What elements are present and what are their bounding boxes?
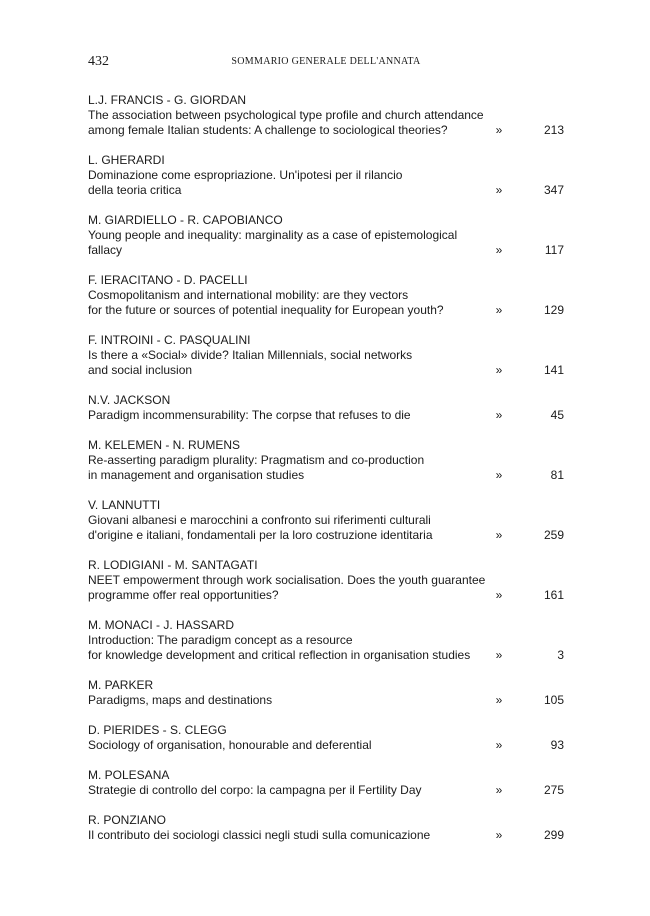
entry-page-number: 259 <box>543 528 564 542</box>
entry-authors: L. GHERARDI <box>88 153 165 167</box>
entry-title-line: for the future or sources of potential inequality for European youth? <box>88 303 444 317</box>
ditto-marker: » <box>495 828 503 842</box>
entry-authors: M. PARKER <box>88 678 154 692</box>
entry-title-line: programme offer real opportunities? <box>88 588 279 602</box>
ditto-marker: » <box>495 783 503 797</box>
ditto-marker: » <box>495 123 503 137</box>
ditto-marker: » <box>495 243 503 257</box>
entry-authors: N.V. JACKSON <box>88 393 171 407</box>
entry-title-line: for knowledge development and critical reflection in organisation studies <box>88 648 471 662</box>
entry-page-number: 105 <box>543 693 564 707</box>
ditto-marker: » <box>495 408 503 422</box>
entry-authors: M. GIARDIELLO - R. CAPOBIANCO <box>88 213 283 227</box>
entry-page-number: 213 <box>543 123 564 137</box>
ditto-marker: » <box>495 588 503 602</box>
entry-title-line: and social inclusion <box>88 363 193 377</box>
entry-page-number: 141 <box>543 363 564 377</box>
entry-title-line: Young people and inequality: marginality as a case of epistemological <box>88 228 458 242</box>
toc-entry <box>88 438 564 483</box>
toc-entry <box>88 813 564 843</box>
entry-authors: M. MONACI - J. HASSARD <box>88 618 235 632</box>
ditto-marker: » <box>495 183 503 197</box>
ditto-marker: » <box>495 738 503 752</box>
entry-title-line: Dominazione come espropriazione. Un'ipotesi per il rilancio <box>88 168 403 182</box>
toc-entry <box>88 153 564 198</box>
entry-authors: R. PONZIANO <box>88 813 167 827</box>
page-number: 432 <box>88 54 109 69</box>
ditto-marker: » <box>495 468 503 482</box>
entry-authors: F. IERACITANO - D. PACELLI <box>88 273 248 287</box>
entry-authors: M. POLESANA <box>88 768 170 782</box>
entry-title-line: Re-asserting paradigm plurality: Pragmatism and co-production <box>88 453 425 467</box>
entry-page-number: 117 <box>544 243 564 257</box>
entry-title-line: in management and organisation studies <box>88 468 305 482</box>
running-title: SOMMARIO GENERALE DELL'ANNATA <box>231 56 421 67</box>
entry-title-line: Is there a «Social» divide? Italian Millennials, social networks <box>88 348 413 362</box>
entry-page-number: 3 <box>557 648 564 662</box>
toc-entry <box>88 618 564 663</box>
entry-title-line: among female Italian students: A challenge to sociological theories? <box>88 123 448 137</box>
toc-entry <box>88 558 564 603</box>
ditto-marker: » <box>495 693 503 707</box>
entry-title-line: Giovani albanesi e marocchini a confronto sui riferimenti culturali <box>88 513 431 527</box>
entry-page-number: 299 <box>543 828 564 842</box>
entry-authors: M. KELEMEN - N. RUMENS <box>88 438 241 452</box>
entry-page-number: 129 <box>543 303 564 317</box>
entry-title-line: Cosmopolitanism and international mobility: are they vectors <box>88 288 409 302</box>
entry-page-number: 275 <box>543 783 564 797</box>
entry-page-number: 93 <box>550 738 564 752</box>
entry-authors: R. LODIGIANI - M. SANTAGATI <box>88 558 258 572</box>
toc-entry <box>88 768 564 798</box>
table-of-contents <box>88 93 564 858</box>
entry-title-line: d'origine e italiani, fondamentali per la loro costruzione identitaria <box>88 528 433 542</box>
entry-title-line: Introduction: The paradigm concept as a resource <box>88 633 353 647</box>
ditto-marker: » <box>495 648 503 662</box>
entry-authors: D. PIERIDES - S. CLEGG <box>88 723 227 737</box>
toc-entry <box>88 273 564 318</box>
entry-title-line: fallacy <box>88 243 123 257</box>
entry-title-line: Strategie di controllo del corpo: la campagna per il Fertility Day <box>88 783 422 797</box>
toc-entry <box>88 333 564 378</box>
toc-entry <box>88 393 564 423</box>
entry-page-number: 81 <box>550 468 564 482</box>
toc-entry <box>88 723 564 753</box>
entry-authors: L.J. FRANCIS - G. GIORDAN <box>88 93 247 107</box>
entry-page-number: 161 <box>543 588 564 602</box>
toc-entry <box>88 678 564 708</box>
entry-page-number: 45 <box>550 408 564 422</box>
entry-title-line: Sociology of organisation, honourable and deferential <box>88 738 372 752</box>
entry-title-line: della teoria critica <box>88 183 182 197</box>
ditto-marker: » <box>495 528 503 542</box>
entry-page-number: 347 <box>543 183 564 197</box>
entry-title-line: The association between psychological type profile and church attendance <box>88 108 484 122</box>
toc-entry <box>88 93 564 138</box>
entry-authors: V. LANNUTTI <box>88 498 161 512</box>
entry-authors: F. INTROINI - C. PASQUALINI <box>88 333 251 347</box>
toc-entry <box>88 213 564 258</box>
page-header <box>88 54 564 74</box>
ditto-marker: » <box>495 303 503 317</box>
entry-title-line: Paradigms, maps and destinations <box>88 693 273 707</box>
ditto-marker: » <box>495 363 503 377</box>
entry-title-line: Il contributo dei sociologi classici negli studi sulla comunicazione <box>88 828 431 842</box>
entry-title-line: Paradigm incommensurability: The corpse that refuses to die <box>88 408 411 422</box>
entry-title-line: NEET empowerment through work socialisation. Does the youth guarantee <box>88 573 486 587</box>
toc-entry <box>88 498 564 543</box>
